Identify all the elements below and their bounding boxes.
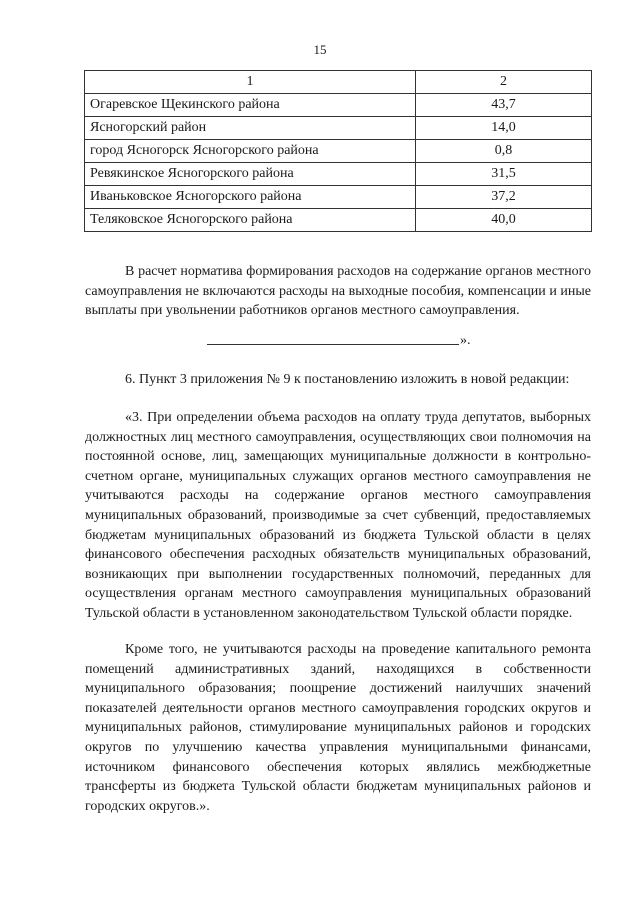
municipality-value: 0,8 bbox=[416, 140, 592, 163]
municipality-name: город Ясногорск Ясногорского района bbox=[85, 140, 416, 163]
paragraph-additional-exclusions: Кроме того, не учитываются расходы на проведение капитального ремонта помещений административных зданий, находящихся в собственности муниципального образования; поощрение достижений наилучших значений показателей деятельности органов местного самоуправления городских округов и муниципальных районов, стимулирование муниципальных районов и городских округов по улучшению качества управления муниципальными финансами, источником финансового обеспечения которых являлись межбюджетные трансферты из бюджета Тульской области бюджетам муниципальных районов и городских округов.». bbox=[85, 642, 591, 814]
closing-quote-mark: ». bbox=[460, 333, 471, 348]
municipality-value: 37,2 bbox=[416, 186, 592, 209]
paragraph-item-3-new-edition: «3. При определении объема расходов на оплату труда депутатов, выборных должностных лиц местного самоуправления, осуществляющих свои полномочия на постоянной основе, лиц, замещающих муниципальные должности в контрольно-счетном органе, муниципальных служащих органов местного самоуправления не учитываются расходы на содержание органов местного самоуправления муниципальных образований, производимые за счет субвенций, предоставляемых бюджетам муниципальных образований из бюджета Тульской области в целях финансового обеспечения расходных обязательств муниципальных образований, возникающих при выполнении государственных полномочий, переданных для осуществления органам местного самоуправления муниципальных образований Тульской области в установленном законодательством Тульской области порядке. bbox=[85, 410, 591, 621]
table-row bbox=[85, 140, 592, 163]
paragraph-norm-exclusions: В расчет норматива формирования расходов на содержание органов местного самоуправления не включаются расходы на выходные пособия, компенсации и иные выплаты при увольнении работников органов местного самоуправления. bbox=[85, 264, 591, 319]
closing-underline bbox=[207, 344, 459, 345]
table-row bbox=[85, 186, 592, 209]
table-header-cell: 1 bbox=[85, 71, 416, 94]
municipality-value: 43,7 bbox=[416, 94, 592, 117]
municipality-value: 14,0 bbox=[416, 117, 592, 140]
municipality-value: 31,5 bbox=[416, 163, 592, 186]
municipality-name: Ясногорский район bbox=[85, 117, 416, 140]
municipality-value: 40,0 bbox=[416, 209, 592, 232]
table-header-row bbox=[85, 71, 592, 94]
municipality-name: Теляковское Ясногорского района bbox=[85, 209, 416, 232]
table-row bbox=[85, 163, 592, 186]
paragraph-item-6: 6. Пункт 3 приложения № 9 к постановлению изложить в новой редакции: bbox=[125, 372, 570, 387]
data-table bbox=[84, 70, 592, 232]
table-header-cell: 2 bbox=[416, 71, 592, 94]
municipality-name: Огаревское Щекинского района bbox=[85, 94, 416, 117]
page-number: 15 bbox=[313, 42, 327, 57]
table-row bbox=[85, 117, 592, 140]
table-row bbox=[85, 209, 592, 232]
table-row bbox=[85, 94, 592, 117]
municipality-name: Иваньковское Ясногорского района bbox=[85, 186, 416, 209]
municipality-name: Ревякинское Ясногорского района bbox=[85, 163, 416, 186]
